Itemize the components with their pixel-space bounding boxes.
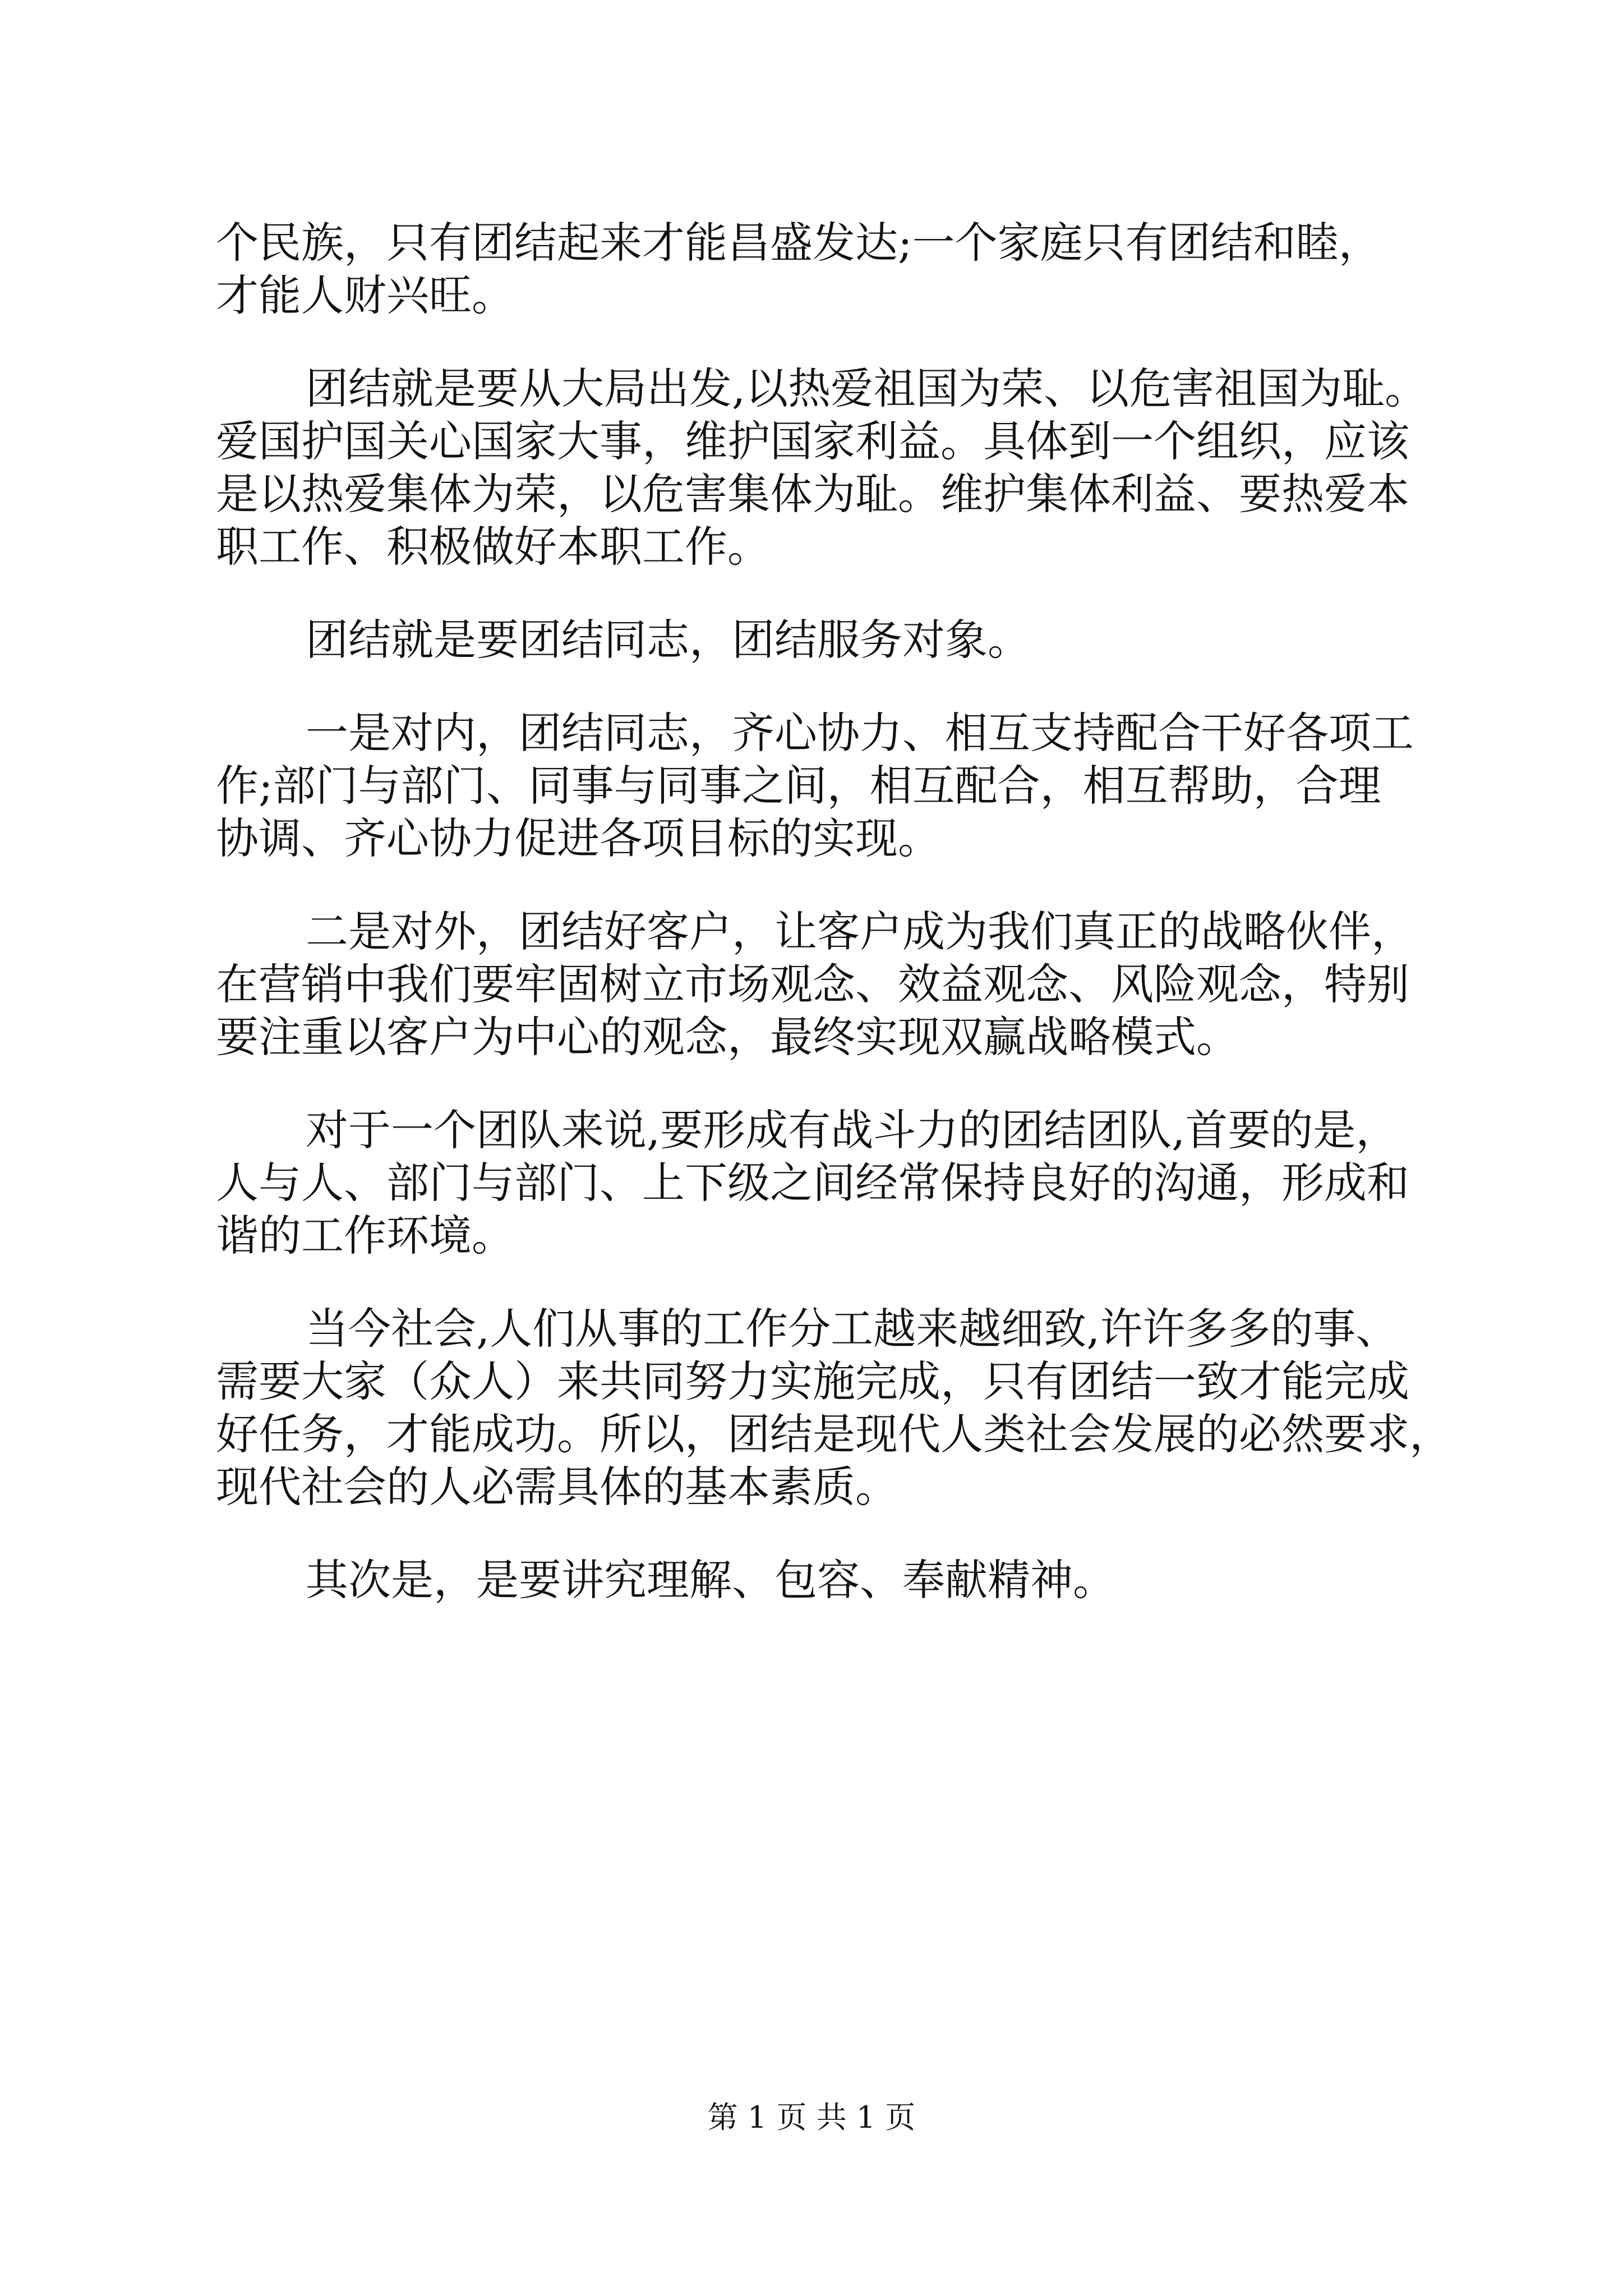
paragraph bbox=[216, 1554, 1427, 1607]
text-line: 才能人财兴旺。 bbox=[216, 270, 514, 320]
paragraph bbox=[216, 614, 1427, 666]
text-line: 要注重以客户为中心的观念，最终实现双赢战略模式。 bbox=[216, 1012, 1239, 1062]
text-line: 对于一个团队来说,要形成有战斗力的团结团队,首要的是， bbox=[306, 1105, 1399, 1155]
page-footer: 第 1 页 共 1 页 bbox=[707, 2100, 916, 2135]
text-line: 是以热爱集体为荣，以危害集体为耻。维护集体利益、要热爱本 bbox=[216, 469, 1409, 519]
text-line: 好任务，才能成功。所以，团结是现代人类社会发展的必然要求， bbox=[216, 1409, 1452, 1459]
paragraph bbox=[216, 707, 1427, 865]
text-line: 人与人、部门与部门、上下级之间经常保持良好的沟通，形成和 bbox=[216, 1158, 1409, 1208]
text-line: 团结就是要团结同志，团结服务对象。 bbox=[306, 615, 1030, 665]
text-line: 协调、齐心协力促进各项目标的实现。 bbox=[216, 813, 940, 863]
text-line: 需要大家（众人）来共同努力实施完成，只有团结一致才能完成 bbox=[216, 1356, 1409, 1406]
text-line: 作;部门与部门、同事与同事之间，相互配合，相互帮助，合理 bbox=[216, 761, 1381, 811]
text-line: 个民族，只有团结起来才能昌盛发达;一个家庭只有团结和睦， bbox=[216, 218, 1381, 268]
text-line: 职工作、积极做好本职工作。 bbox=[216, 522, 770, 572]
text-line: 谐的工作环境。 bbox=[216, 1211, 514, 1260]
paragraph bbox=[216, 217, 1427, 322]
text-line: 一是对内，团结同志，齐心协力、相互支持配合干好各项工 bbox=[306, 708, 1414, 758]
body-text bbox=[216, 217, 1452, 1647]
text-line: 团结就是要从大局出发,以热爱祖国为荣、以危害祖国为耻。 bbox=[306, 364, 1428, 413]
text-line: 现代社会的人必需具体的基本素质。 bbox=[216, 1462, 898, 1512]
paragraph bbox=[216, 362, 1427, 573]
text-line: 在营销中我们要牢固树立市场观念、效益观念、风险观念，特别 bbox=[216, 959, 1409, 1009]
paragraph bbox=[216, 1104, 1427, 1262]
text-line: 其次是，是要讲究理解、包容、奉献精神。 bbox=[306, 1555, 1115, 1605]
paragraph bbox=[216, 905, 1427, 1064]
text-line: 当今社会,人们从事的工作分工越来越细致,许许多多的事、 bbox=[306, 1304, 1399, 1354]
text-line: 爱国护国关心国家大事，维护国家利益。具体到一个组织，应该 bbox=[216, 416, 1409, 466]
text-line: 二是对外，团结好客户，让客户成为我们真正的战略伙伴， bbox=[306, 907, 1414, 956]
paragraph bbox=[216, 1303, 1452, 1513]
